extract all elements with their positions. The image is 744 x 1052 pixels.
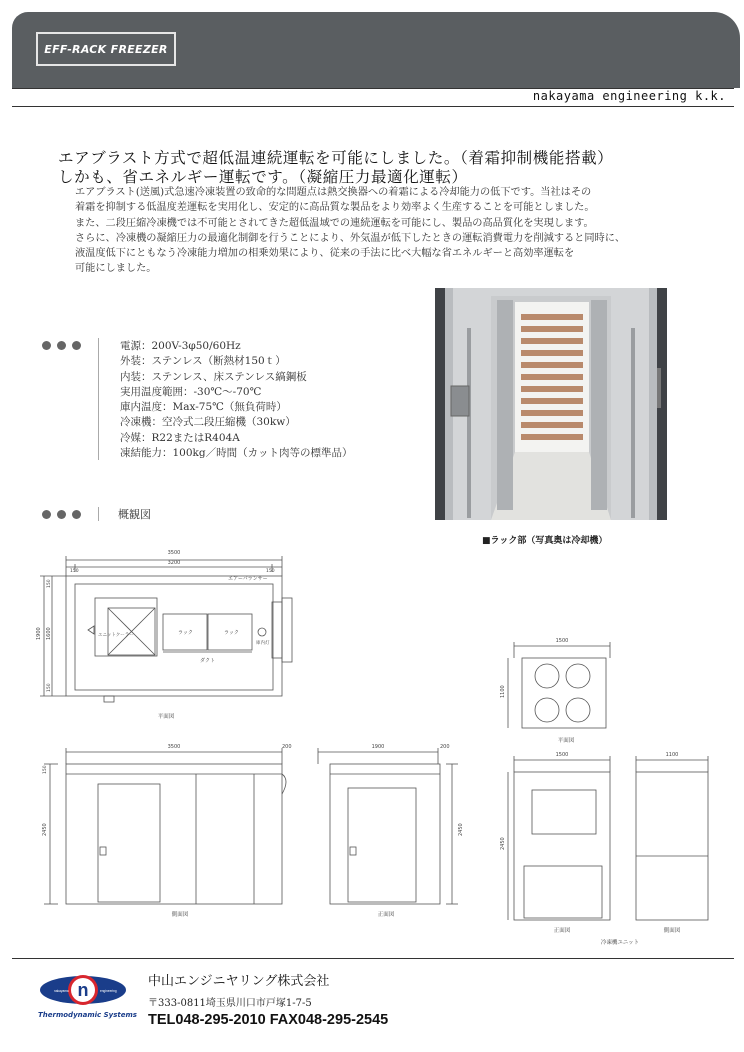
side-dim-200: 200: [282, 744, 292, 750]
plan-dim-inner: 3200: [167, 560, 181, 566]
logo-left-text: nakayama: [54, 989, 69, 993]
side-dim-total: 3500: [167, 744, 181, 750]
duct-label: ダクト: [200, 658, 216, 664]
rack-photo: [435, 288, 667, 520]
logo-tagline: Thermodynamic Systems: [38, 1011, 137, 1019]
spec-list: [120, 339, 353, 461]
unit-side-caption: 側面図: [663, 928, 681, 934]
unit-plan-caption: 平面図: [557, 738, 575, 744]
intro-paragraph: [75, 185, 715, 277]
overview-label: 概観図: [118, 508, 151, 521]
paragraph-line: さらに、冷凍機の凝縮圧力の最適化制御を行うことにより、外気温が低下したときの運転消費電力を削減すると同時に、: [75, 232, 626, 244]
side-dim-2450: 2450: [42, 823, 48, 836]
unit-plan-dim-h: 1100: [500, 685, 506, 698]
plan-dim-total: 3500: [167, 550, 181, 556]
spec-item: 内装：ステンレス、床ステンレス縞鋼板: [120, 370, 307, 383]
unit-front-dim-h: 2450: [500, 837, 506, 850]
spec-item: 実用温度範囲：-30℃〜-70℃: [120, 385, 262, 398]
headline-line-1: エアブラスト方式で超低温連続運転を可能にしました。（着霜抑制機能搭載）: [58, 149, 614, 167]
unit-side-view: [636, 756, 708, 920]
rack-label-1: ラック: [178, 630, 193, 636]
paragraph-line: エアブラスト(送風)式急速冷凍装置の致命的な問題点は熱交換器への着霜による冷却能力の低下です。当社はその: [75, 187, 592, 198]
front-dim-2450: 2450: [458, 823, 464, 836]
plan-dim-150a: 150: [70, 569, 79, 574]
bullet-dots-specs: [42, 341, 81, 350]
paragraph-line: また、二段圧縮冷凍機では不可能とされてきた超低温域での連続運転を可能にし、製品の高品質化を実現します。: [75, 217, 594, 229]
interior-light-label: 庫内灯: [256, 641, 270, 646]
product-title: EFF-RACK FREEZER: [36, 32, 176, 66]
photo-caption: ■ラック部（写真奥は冷却機）: [482, 536, 608, 546]
plan-dim-150d: 150: [47, 683, 52, 692]
overview-divider: [98, 507, 99, 521]
outline-drawings: [0, 540, 744, 960]
headline-line-2: しかも、省エネルギー運転です。（凝縮圧力最適化運転）: [58, 168, 468, 186]
spec-item: 電源：200V-3φ50/60Hz: [120, 340, 241, 352]
air-balancer-label: エアーバランサー: [228, 576, 268, 582]
side-dim-150: 150: [43, 765, 48, 774]
spec-item: 冷凍機：空冷式二段圧縮機（30kw）: [120, 416, 296, 429]
company-logo: [38, 968, 128, 1016]
rack-label-2: ラック: [224, 630, 239, 636]
plan-dim-1900: 1900: [36, 627, 42, 640]
unit-side-dim-w: 1100: [665, 752, 679, 758]
spec-item: 外装：ステンレス（断熱材150ｔ）: [120, 355, 286, 368]
paragraph-line: 可能にしました。: [75, 263, 157, 275]
spec-divider: [98, 338, 99, 460]
front-dim-total: 1900: [371, 744, 385, 750]
unit-front-caption: 正面図: [553, 928, 571, 934]
side-elevation: [44, 748, 286, 904]
unit-plan-view: [508, 642, 610, 728]
company-address: 〒333-0811埼玉県川口市戸塚1-7-5: [148, 998, 312, 1009]
paragraph-line: 着霜を抑制する低温度差運転を実用化し、安定的に高品質な製品をより効率よく生産することを可能としました。: [75, 202, 595, 214]
bullet-dots-overview: [42, 510, 81, 519]
plan-dim-1600: 1600: [46, 627, 52, 640]
plan-dim-150c: 150: [47, 579, 52, 588]
header-rule-lower: [12, 106, 734, 107]
side-caption: 側面図: [171, 912, 189, 918]
unit-plan-dim-w: 1500: [555, 638, 569, 644]
company-name-en: nakayama engineering k.k.: [532, 89, 726, 103]
plan-dim-150b: 150: [266, 569, 275, 574]
spec-item: 凍結能力：100kg／時間（カット肉等の標準品）: [120, 447, 353, 460]
footer-rule: [12, 958, 734, 959]
logo-letter: n: [77, 980, 89, 1000]
front-elevation: [318, 748, 458, 904]
front-caption: 正面図: [377, 912, 395, 918]
unit-front-view: [508, 756, 610, 920]
unit-group-caption: 冷凍機ユニット: [600, 940, 640, 946]
spec-item: 冷媒：R22またはR404A: [120, 431, 240, 444]
paragraph-line: 液温度低下にともなう冷凍能力増加の相乗効果により、従来の手法に比べ大幅な省エネルギーと高効率運転を: [75, 248, 575, 260]
spec-item: 庫内温度：Max-75℃（無負荷時）: [120, 401, 287, 414]
company-name-jp: 中山エンジニヤリング株式会社: [148, 974, 330, 989]
company-tel-fax: TEL048-295-2010 FAX048-295-2545: [148, 1012, 389, 1028]
plan-caption: 平面図: [157, 714, 175, 720]
logo-right-text: engineering: [100, 989, 117, 993]
unit-front-dim-w: 1500: [555, 752, 569, 758]
front-dim-200: 200: [440, 744, 450, 750]
unit-cooler-label: ユニットクーラー: [98, 633, 134, 638]
